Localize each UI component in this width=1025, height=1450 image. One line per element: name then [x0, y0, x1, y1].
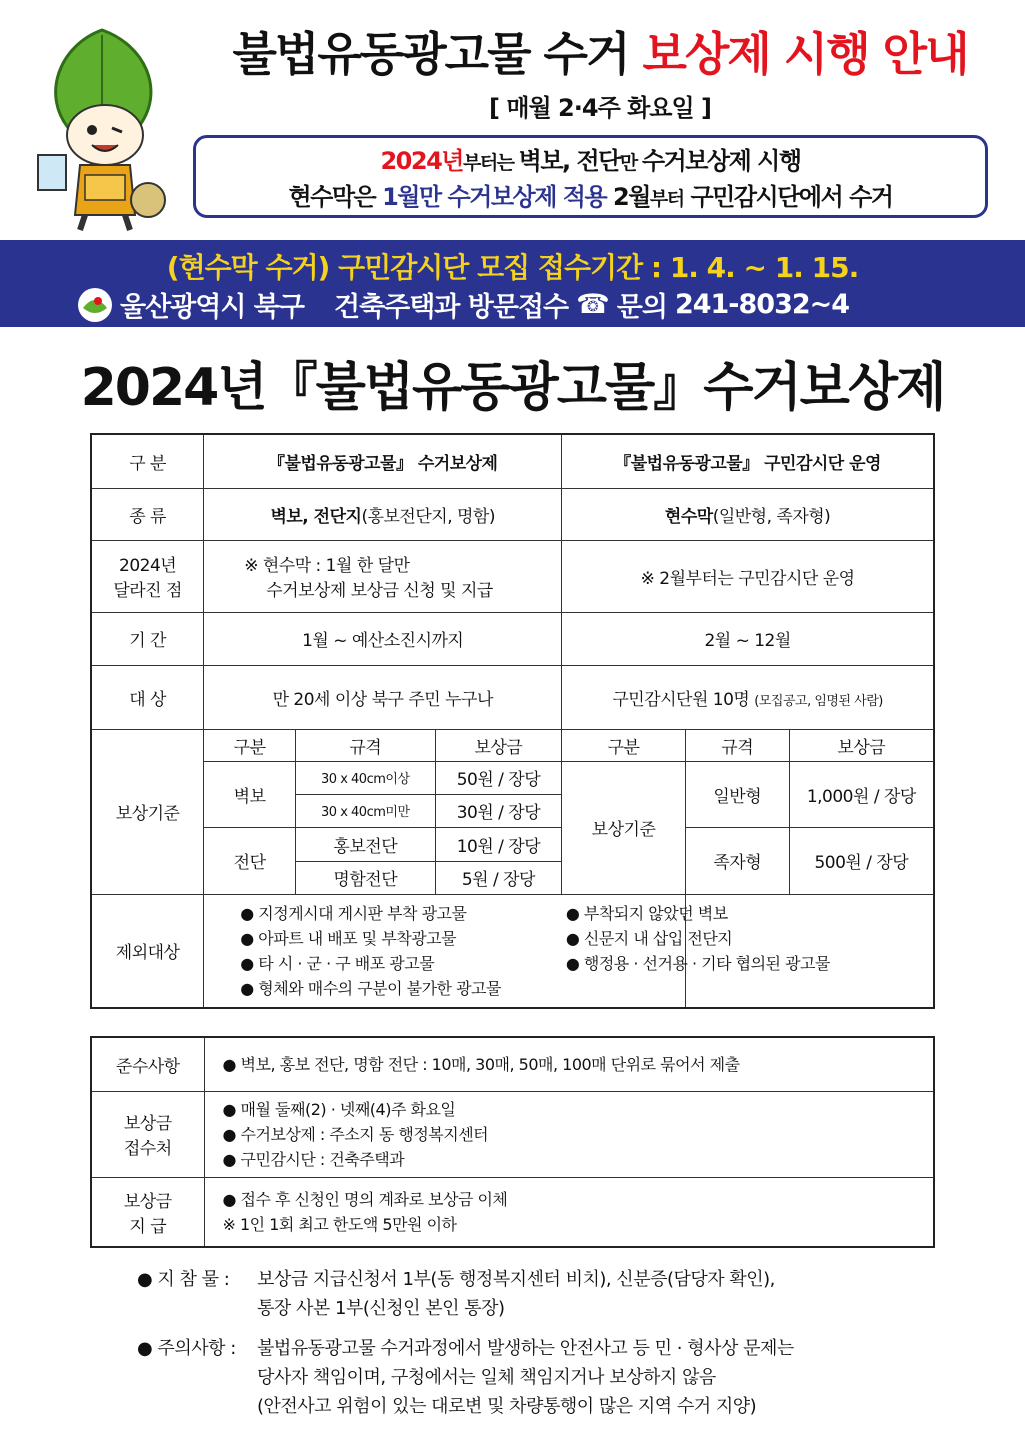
list-item: ● 구민감시단 : 건축주택과: [222, 1149, 405, 1169]
notice-text: 만: [619, 152, 642, 174]
list-item: ● 매월 둘째(2) · 넷째(4)주 화요일: [222, 1099, 456, 1119]
table-row: [91, 729, 934, 761]
list-item: ● 타 시 · 군 · 구 배포 광고물: [240, 953, 435, 973]
table-cell: 10원 / 장당: [435, 827, 562, 861]
table-row: [91, 1177, 934, 1247]
recruit-period: (현수막 수거) 구민감시단 모집 접수기간 : 1. 4. ~ 1. 15.: [166, 251, 859, 284]
notice-line-1: [196, 144, 985, 180]
label-line: 보상금: [123, 1191, 172, 1212]
cell-text: 구민감시단원 10명: [612, 689, 755, 710]
table-cell: [204, 540, 562, 612]
row-label: 준수사항: [91, 1037, 204, 1091]
label-line: 달라진 점: [113, 581, 182, 601]
table-row: [91, 540, 934, 612]
table-row: [91, 827, 934, 861]
cell-note: (모집공고, 임명된 사람): [754, 693, 883, 709]
notice-text: 벽보, 전단: [518, 147, 620, 175]
phone-label: 문의: [616, 292, 667, 323]
note-line: (안전사고 위험이 있는 대로변 및 차량통행이 많은 지역 수거 지양): [257, 1396, 757, 1417]
row-label: [91, 540, 204, 612]
schedule-subtitle: [ 매월 2·4주 화요일 ]: [489, 94, 711, 122]
note-line: 통장 사본 1부(신청인 본인 통장): [257, 1298, 505, 1319]
table-row: [91, 665, 934, 729]
note-heading: ● 주의사항 :: [137, 1338, 236, 1359]
row-label: [91, 1091, 204, 1177]
table-cell: ※ 2월부터는 구민감시단 운영: [562, 540, 934, 612]
notice-box: [193, 135, 988, 218]
row-label: 구 분: [91, 434, 204, 488]
sub-header: 규격: [295, 729, 435, 761]
list-item: ● 신문지 내 삽입 전단지: [565, 928, 733, 948]
note-line: 보상금 지급신청서 1부(동 행정복지센터 비치), 신분증(담당자 확인),: [257, 1269, 775, 1290]
contact-line: [78, 285, 849, 324]
note-heading: ● 지 참 물 :: [137, 1269, 230, 1290]
table-cell: 명함전단: [295, 861, 435, 894]
label-line: 지 급: [129, 1216, 167, 1237]
notice-text: 부터는: [462, 152, 519, 174]
table-cell: 50원 / 장당: [435, 761, 562, 794]
row-label: 제외대상: [91, 894, 204, 1008]
table-cell: 30 x 40cm이상: [295, 761, 435, 794]
phone-number: 241-8032~4: [674, 289, 850, 320]
table-row: [91, 1091, 934, 1177]
row-label: 대 상: [91, 665, 204, 729]
list-item: ※ 1인 1회 최고 한도액 5만원 이하: [222, 1214, 457, 1234]
note-line: 불법유동광고물 수거과정에서 발생하는 안전사고 등 민 · 형사상 문제는: [257, 1338, 794, 1359]
program-table: [90, 433, 935, 1009]
cell-text: (홍보전단지, 명함): [361, 506, 495, 527]
row-label: 보상기준: [91, 729, 204, 894]
table-row: [91, 894, 934, 1008]
table-cell: [204, 488, 562, 540]
table-cell: 보상기준: [562, 761, 686, 894]
cell-line: ※ 현수막 : 1월 한 달만: [244, 556, 410, 576]
recruit-banner: [0, 240, 1025, 327]
table-row: [91, 612, 934, 665]
label-line: 보상금: [123, 1114, 172, 1134]
list-item: ● 아파트 내 배포 및 부착광고물: [240, 928, 457, 948]
row-label: [91, 1177, 204, 1247]
rules-table: [90, 1036, 935, 1248]
list-item: ● 수거보상제 : 주소지 동 행정복지센터: [222, 1124, 489, 1144]
sub-header: 보상금: [789, 729, 934, 761]
list-item: ● 형체와 매수의 구분이 불가한 광고물: [240, 978, 501, 998]
table-row: [91, 434, 934, 488]
table-cell: 30원 / 장당: [435, 794, 562, 827]
list-item: ● 행정용 · 선거용 · 기타 협의된 광고물: [565, 953, 830, 973]
table-cell: 전단: [204, 827, 296, 894]
table-row: [91, 488, 934, 540]
notice-year: 2024년: [380, 147, 463, 175]
table-cell: [562, 665, 934, 729]
cell-bold: 현수막: [664, 506, 713, 527]
notice-text: 구민감시단에서 수거: [683, 183, 893, 211]
notice-highlight: 1월만 수거보상제 적용: [382, 183, 607, 211]
list-item: ● 지정게시대 게시판 부착 광고물: [240, 903, 467, 923]
table-cell: 2월 ~ 12월: [562, 612, 934, 665]
note-body: [257, 1265, 997, 1323]
header-cell: 『불법유동광고물』 구민감시단 운영: [562, 434, 934, 488]
table-cell: 만 20세 이상 북구 주민 누구나: [204, 665, 562, 729]
notice-text: 부터: [649, 188, 684, 210]
table-cell: 1,000원 / 장당: [789, 761, 934, 827]
table-cell: [204, 1091, 934, 1177]
list-item: ● 부착되지 않았던 벽보: [565, 903, 728, 923]
page-headline: [190, 18, 1010, 84]
header-cell: 『불법유동광고물』 수거보상제: [204, 434, 562, 488]
table-cell: 족자형: [685, 827, 789, 894]
notice-line-2: [196, 180, 985, 216]
bukgu-logo-icon: [78, 288, 112, 322]
notes-section: [137, 1265, 997, 1432]
dept-name: 건축주택과 방문접수: [333, 292, 569, 323]
table-cell: [204, 1177, 934, 1247]
table-cell: 500원 / 장당: [789, 827, 934, 894]
note-documents: [137, 1265, 997, 1323]
table-cell: 1월 ~ 예산소진시까지: [204, 612, 562, 665]
table-cell: 일반형: [685, 761, 789, 827]
main-title: 2024년『불법유동광고물』수거보상제: [80, 358, 945, 418]
org-name: 울산광역시 북구: [120, 292, 304, 323]
note-caution: [137, 1334, 997, 1421]
list-item: ● 접수 후 신청인 명의 계좌로 보상금 이체: [222, 1189, 508, 1209]
sub-header: 구분: [562, 729, 686, 761]
table-cell: 벽보: [204, 761, 296, 827]
label-line: 2024년: [119, 556, 177, 576]
cell-line: 수거보상제 보상금 신청 및 지급: [266, 581, 493, 601]
table-row: [91, 1037, 934, 1091]
label-line: 접수처: [123, 1139, 172, 1159]
headline-red: 보상제 시행 안내: [642, 27, 968, 81]
headline-black: 불법유동광고물 수거: [232, 27, 643, 81]
note-body: [257, 1334, 997, 1421]
notice-text: 현수막은: [288, 183, 383, 211]
table-cell: [562, 488, 934, 540]
mascot-illustration: [30, 25, 175, 235]
sub-header: 구분: [204, 729, 296, 761]
table-cell: 홍보전단: [295, 827, 435, 861]
row-label: 종 류: [91, 488, 204, 540]
exclusion-list-right: [565, 894, 934, 1008]
cell-text: (일반형, 족자형): [712, 506, 831, 527]
table-row: [91, 761, 934, 794]
note-line: 당사자 책임이며, 구청에서는 일체 책임지거나 보상하지 않음: [257, 1367, 716, 1388]
notice-text: 수거보상제 시행: [641, 147, 801, 175]
phone-icon: ☎: [576, 289, 609, 320]
sub-header: 규격: [685, 729, 789, 761]
table-cell: 30 x 40cm미만: [295, 794, 435, 827]
notice-text: 2월: [606, 183, 650, 211]
table-cell: ● 벽보, 홍보 전단, 명함 전단 : 10매, 30매, 50매, 100매 단위로 묶어서 제출: [204, 1037, 934, 1091]
table-cell: 5원 / 장당: [435, 861, 562, 894]
sub-header: 보상금: [435, 729, 562, 761]
row-label: 기 간: [91, 612, 204, 665]
cell-bold: 벽보, 전단지: [270, 506, 362, 527]
